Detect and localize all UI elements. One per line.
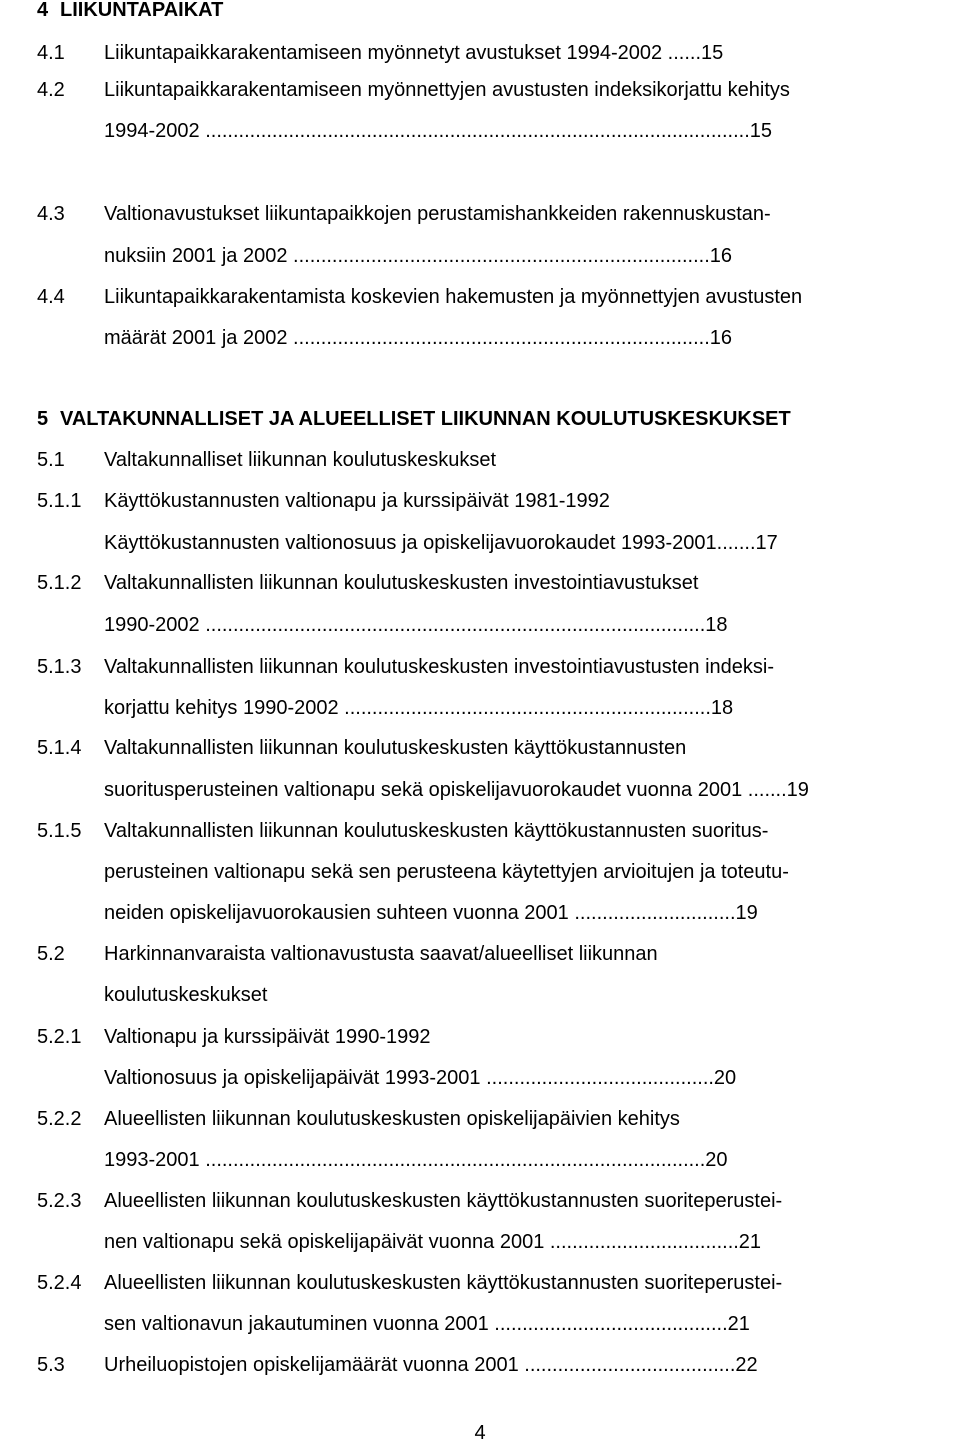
toc-text: Alueellisten liikunnan koulutuskeskusten käyttökustannusten suoriteperustei-	[104, 1272, 783, 1294]
toc-line	[0, 481, 960, 521]
toc-line	[0, 277, 960, 317]
toc-line	[0, 194, 960, 234]
toc-number: 5.2.3	[37, 1190, 82, 1212]
toc-text: Alueellisten liikunnan koulutuskeskusten käyttökustannusten suoriteperustei-	[104, 1190, 783, 1212]
toc-text: VALTAKUNNALLISET JA ALUEELLISET LIIKUNNAN KOULUTUSKESKUKSET	[60, 408, 791, 430]
toc-line	[0, 318, 960, 358]
toc-number: 5.2	[37, 943, 65, 965]
toc-text: Harkinnanvaraista valtionavustusta saavat/alueelliset liikunnan	[104, 943, 658, 965]
toc-number: 5.2.1	[37, 1026, 82, 1048]
toc-text: nuksiin 2001 ja 2002 ...........................................................................16	[104, 245, 733, 267]
toc-line	[0, 70, 960, 110]
toc-text: neiden opiskelijavuorokausien suhteen vuonna 2001 .............................19	[104, 902, 758, 924]
toc-line	[0, 688, 960, 728]
toc-number: 4	[37, 0, 49, 21]
toc-text: Valtakunnallisten liikunnan koulutuskeskusten käyttökustannusten suoritus-	[104, 820, 769, 842]
toc-number: 5.2.4	[37, 1272, 82, 1294]
toc-text: koulutuskeskukset	[104, 984, 268, 1006]
toc-line	[0, 111, 960, 151]
toc-number: 5.1.2	[37, 572, 82, 594]
toc-line	[0, 1140, 960, 1180]
toc-text: LIIKUNTAPAIKAT	[60, 0, 224, 21]
toc-line	[0, 1099, 960, 1139]
toc-text: nen valtionapu sekä opiskelijapäivät vuonna 2001 ..................................21	[104, 1231, 762, 1253]
toc-text: perusteinen valtionapu sekä sen perusteena käytettyjen arvioitujen ja toteutu-	[104, 861, 789, 883]
toc-number: 5.2.2	[37, 1108, 82, 1130]
toc-line	[0, 728, 960, 768]
toc-line	[0, 647, 960, 687]
toc-text: Valtakunnalliset liikunnan koulutuskeskukset	[104, 449, 497, 471]
toc-text: Käyttökustannusten valtionosuus ja opiskelijavuorokaudet 1993-2001.......17	[104, 532, 778, 554]
toc-text: määrät 2001 ja 2002 ...........................................................................16	[104, 327, 733, 349]
toc-line	[0, 236, 960, 276]
toc-line	[0, 1181, 960, 1221]
toc-line	[0, 893, 960, 933]
toc-line	[0, 1263, 960, 1303]
toc-number: 5.1.1	[37, 490, 82, 512]
toc-line	[0, 770, 960, 810]
toc-number: 5	[37, 408, 49, 430]
toc-line	[0, 33, 960, 73]
toc-number: 5.3	[37, 1354, 65, 1376]
toc-line	[0, 440, 960, 480]
toc-number: 4.2	[37, 79, 65, 101]
toc-line	[0, 0, 960, 30]
toc-number: 5.1.3	[37, 656, 82, 678]
toc-text: sen valtionavun jakautuminen vuonna 2001 ..........................................21	[104, 1313, 750, 1335]
toc-text: Valtakunnallisten liikunnan koulutuskeskusten investointiavustukset	[104, 572, 699, 594]
toc-line	[0, 563, 960, 603]
toc-line	[0, 523, 960, 563]
toc-text: Liikuntapaikkarakentamista koskevien hakemusten ja myönnettyjen avustusten	[104, 286, 803, 308]
toc-line	[0, 852, 960, 892]
toc-text: 1990-2002 ..........................................................................................18	[104, 614, 728, 636]
toc-text: Valtakunnallisten liikunnan koulutuskeskusten investointiavustusten indeksi-	[104, 656, 775, 678]
toc-line	[0, 1222, 960, 1262]
toc-number: 5.1.4	[37, 737, 82, 759]
toc-text: suoritusperusteinen valtionapu sekä opiskelijavuorokaudet vuonna 2001 .......19	[104, 779, 809, 801]
toc-text: Urheiluopistojen opiskelijamäärät vuonna 2001 ......................................22	[104, 1354, 758, 1376]
toc-text: korjattu kehitys 1990-2002 ..................................................................18	[104, 697, 734, 719]
toc-text: Liikuntapaikkarakentamiseen myönnetyt avustukset 1994-2002 ......15	[104, 42, 724, 64]
toc-text: Valtionavustukset liikuntapaikkojen perustamishankkeiden rakennuskustan-	[104, 203, 771, 225]
toc-line	[0, 605, 960, 645]
toc-text: Valtakunnallisten liikunnan koulutuskeskusten käyttökustannusten	[104, 737, 687, 759]
toc-line	[0, 811, 960, 851]
toc-line	[0, 975, 960, 1015]
toc-text: Käyttökustannusten valtionapu ja kurssipäivät 1981-1992	[104, 490, 610, 512]
toc-line	[0, 1345, 960, 1385]
toc-line	[0, 1058, 960, 1098]
toc-text: Valtionosuus ja opiskelijapäivät 1993-2001 .........................................20	[104, 1067, 737, 1089]
toc-number: 4.3	[37, 203, 65, 225]
toc-line	[0, 934, 960, 974]
page-number: 4	[474, 1422, 486, 1444]
toc-number: 4.4	[37, 286, 65, 308]
toc-line	[0, 1017, 960, 1057]
toc-line	[0, 1304, 960, 1344]
toc-text: Alueellisten liikunnan koulutuskeskusten opiskelijapäivien kehitys	[104, 1108, 680, 1130]
toc-text: Valtionapu ja kurssipäivät 1990-1992	[104, 1026, 431, 1048]
toc-number: 4.1	[37, 42, 65, 64]
toc-line	[0, 399, 960, 439]
toc-text: 1993-2001 ..........................................................................................20	[104, 1149, 728, 1171]
toc-number: 5.1.5	[37, 820, 82, 842]
toc-text: 1994-2002 ..................................................................................................15	[104, 120, 772, 142]
toc-number: 5.1	[37, 449, 65, 471]
toc-text: Liikuntapaikkarakentamiseen myönnettyjen avustusten indeksikorjattu kehitys	[104, 79, 790, 101]
